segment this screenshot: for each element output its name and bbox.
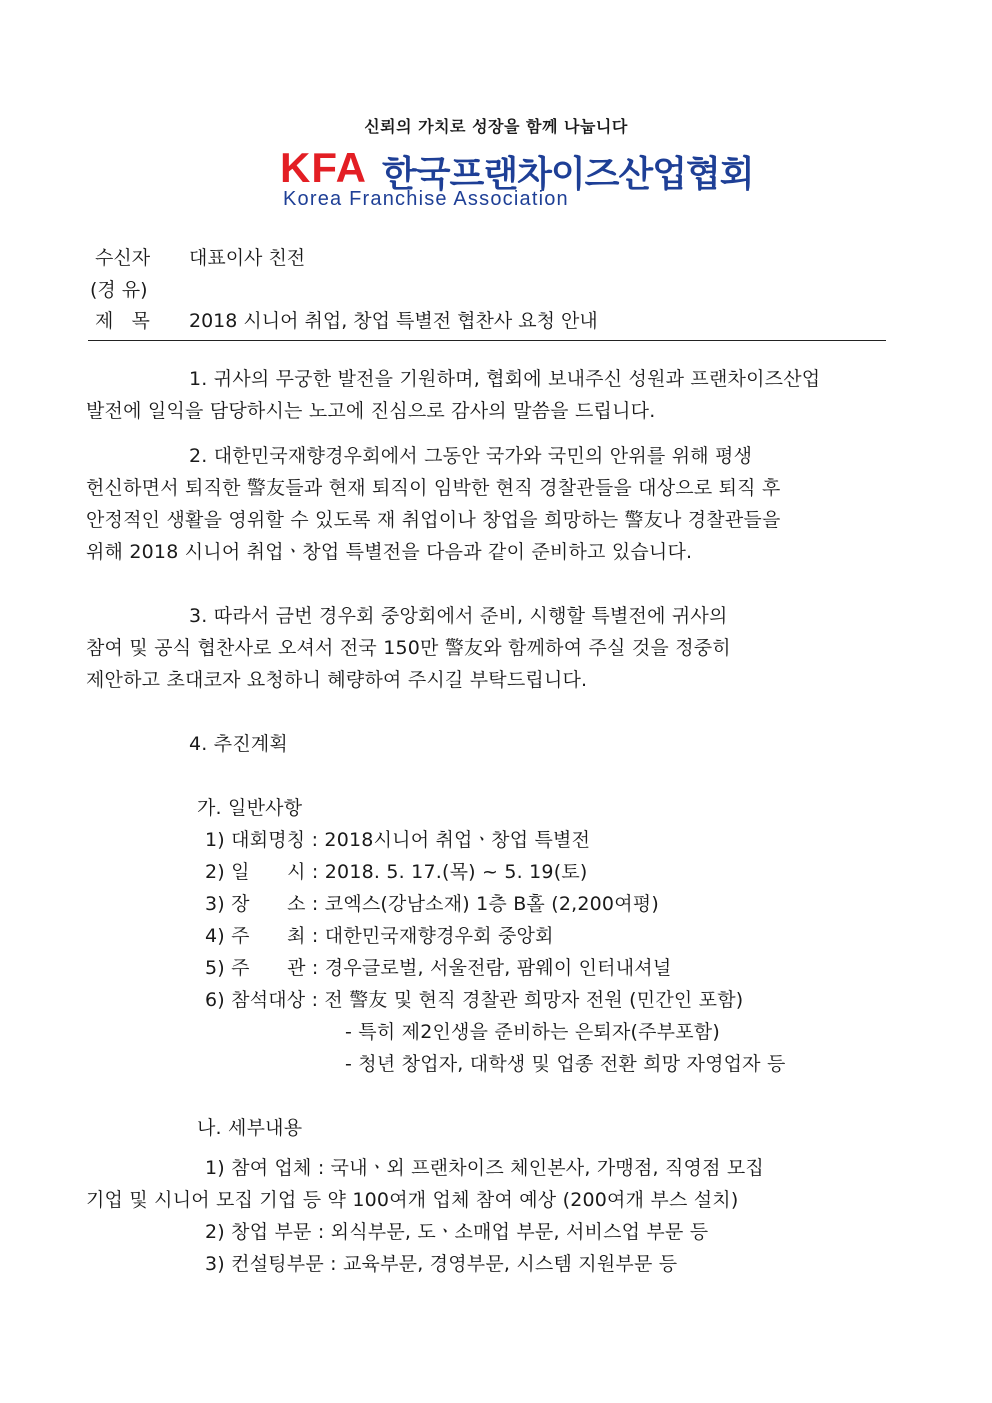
- general-item: 4) 주 최 : 대한민국재향경우회 중앙회: [205, 925, 554, 947]
- general-subitem: - 청년 창업자, 대학생 및 업종 전환 희망 자영업자 등: [345, 1053, 786, 1075]
- paragraph-2-line: 안정적인 생활을 영위할 수 있도록 재 취업이나 창업을 희망하는 警友나 경찰관들을: [86, 509, 781, 531]
- logo-korean-name: 한국프랜차이즈산업협회: [382, 154, 754, 195]
- general-item: 2) 일 시 : 2018. 5. 17.(목) ~ 5. 19(토): [205, 861, 588, 883]
- logo-english-name: Korea Franchise Association: [283, 188, 569, 210]
- paragraph-3-line: 3. 따라서 금번 경우회 중앙회에서 준비, 시행할 특별전에 귀사의: [189, 605, 728, 627]
- detail-item: 1) 참여 업체 : 국내ㆍ외 프랜차이즈 체인본사, 가맹점, 직영점 모집: [205, 1157, 764, 1179]
- general-subitem: - 특히 제2인생을 준비하는 은퇴자(주부포함): [345, 1021, 720, 1043]
- general-item: 3) 장 소 : 코엑스(강남소재) 1층 B홀 (2,200여평): [205, 893, 659, 915]
- paragraph-3-line: 참여 및 공식 협찬사로 오셔서 전국 150만 警友와 함께하여 주실 것을 정중히: [86, 637, 731, 659]
- section-4-title: 4. 추진계획: [189, 733, 288, 755]
- paragraph-2-line: 헌신하면서 퇴직한 警友들과 현재 퇴직이 임박한 현직 경찰관들을 대상으로 퇴직 후: [86, 477, 781, 499]
- paragraph-3-line: 제안하고 초대코자 요청하니 혜량하여 주시길 부탁드립니다.: [86, 669, 588, 691]
- paragraph-1-line: 1. 귀사의 무궁한 발전을 기원하며, 협회에 보내주신 성원과 프랜차이즈산업: [189, 368, 821, 390]
- detail-item-continued: 기업 및 시니어 모집 기업 등 약 100여개 업체 참여 예상 (200여개 부스 설치): [86, 1189, 739, 1211]
- paragraph-1-line: 발전에 일익을 담당하시는 노고에 진심으로 감사의 말씀을 드립니다.: [86, 400, 656, 422]
- paragraph-2-line: 2. 대한민국재향경우회에서 그동안 국가와 국민의 안위를 위해 평생: [189, 445, 753, 467]
- paragraph-2-line: 위해 2018 시니어 취업ㆍ창업 특별전을 다음과 같이 준비하고 있습니다.: [86, 541, 693, 563]
- logo-kfa-mark: KFA: [280, 144, 367, 191]
- via-label: (경 유): [90, 279, 148, 301]
- subject-label: 제 목: [95, 310, 150, 332]
- recipient-value: 대표이사 친전: [189, 247, 306, 269]
- general-item: 5) 주 관 : 경우글로벌, 서울전람, 팜웨이 인터내셔널: [205, 957, 672, 979]
- slogan: 신뢰의 가치로 성장을 함께 나눕니다: [364, 117, 628, 136]
- general-item: 6) 참석대상 : 전 警友 및 현직 경찰관 희망자 전원 (민간인 포함): [205, 989, 744, 1011]
- detail-items-title: 나. 세부내용: [197, 1117, 303, 1139]
- detail-item: 2) 창업 부문 : 외식부문, 도ㆍ소매업 부문, 서비스업 부문 등: [205, 1221, 709, 1243]
- header-divider: [88, 340, 886, 341]
- detail-item: 3) 컨설팅부문 : 교육부문, 경영부문, 시스템 지원부문 등: [205, 1253, 678, 1275]
- recipient-label: 수신자: [95, 247, 151, 269]
- subject-value: 2018 시니어 취업, 창업 특별전 협찬사 요청 안내: [189, 310, 598, 332]
- general-item: 1) 대회명칭 : 2018시니어 취업ㆍ창업 특별전: [205, 829, 591, 851]
- general-items-title: 가. 일반사항: [197, 797, 303, 819]
